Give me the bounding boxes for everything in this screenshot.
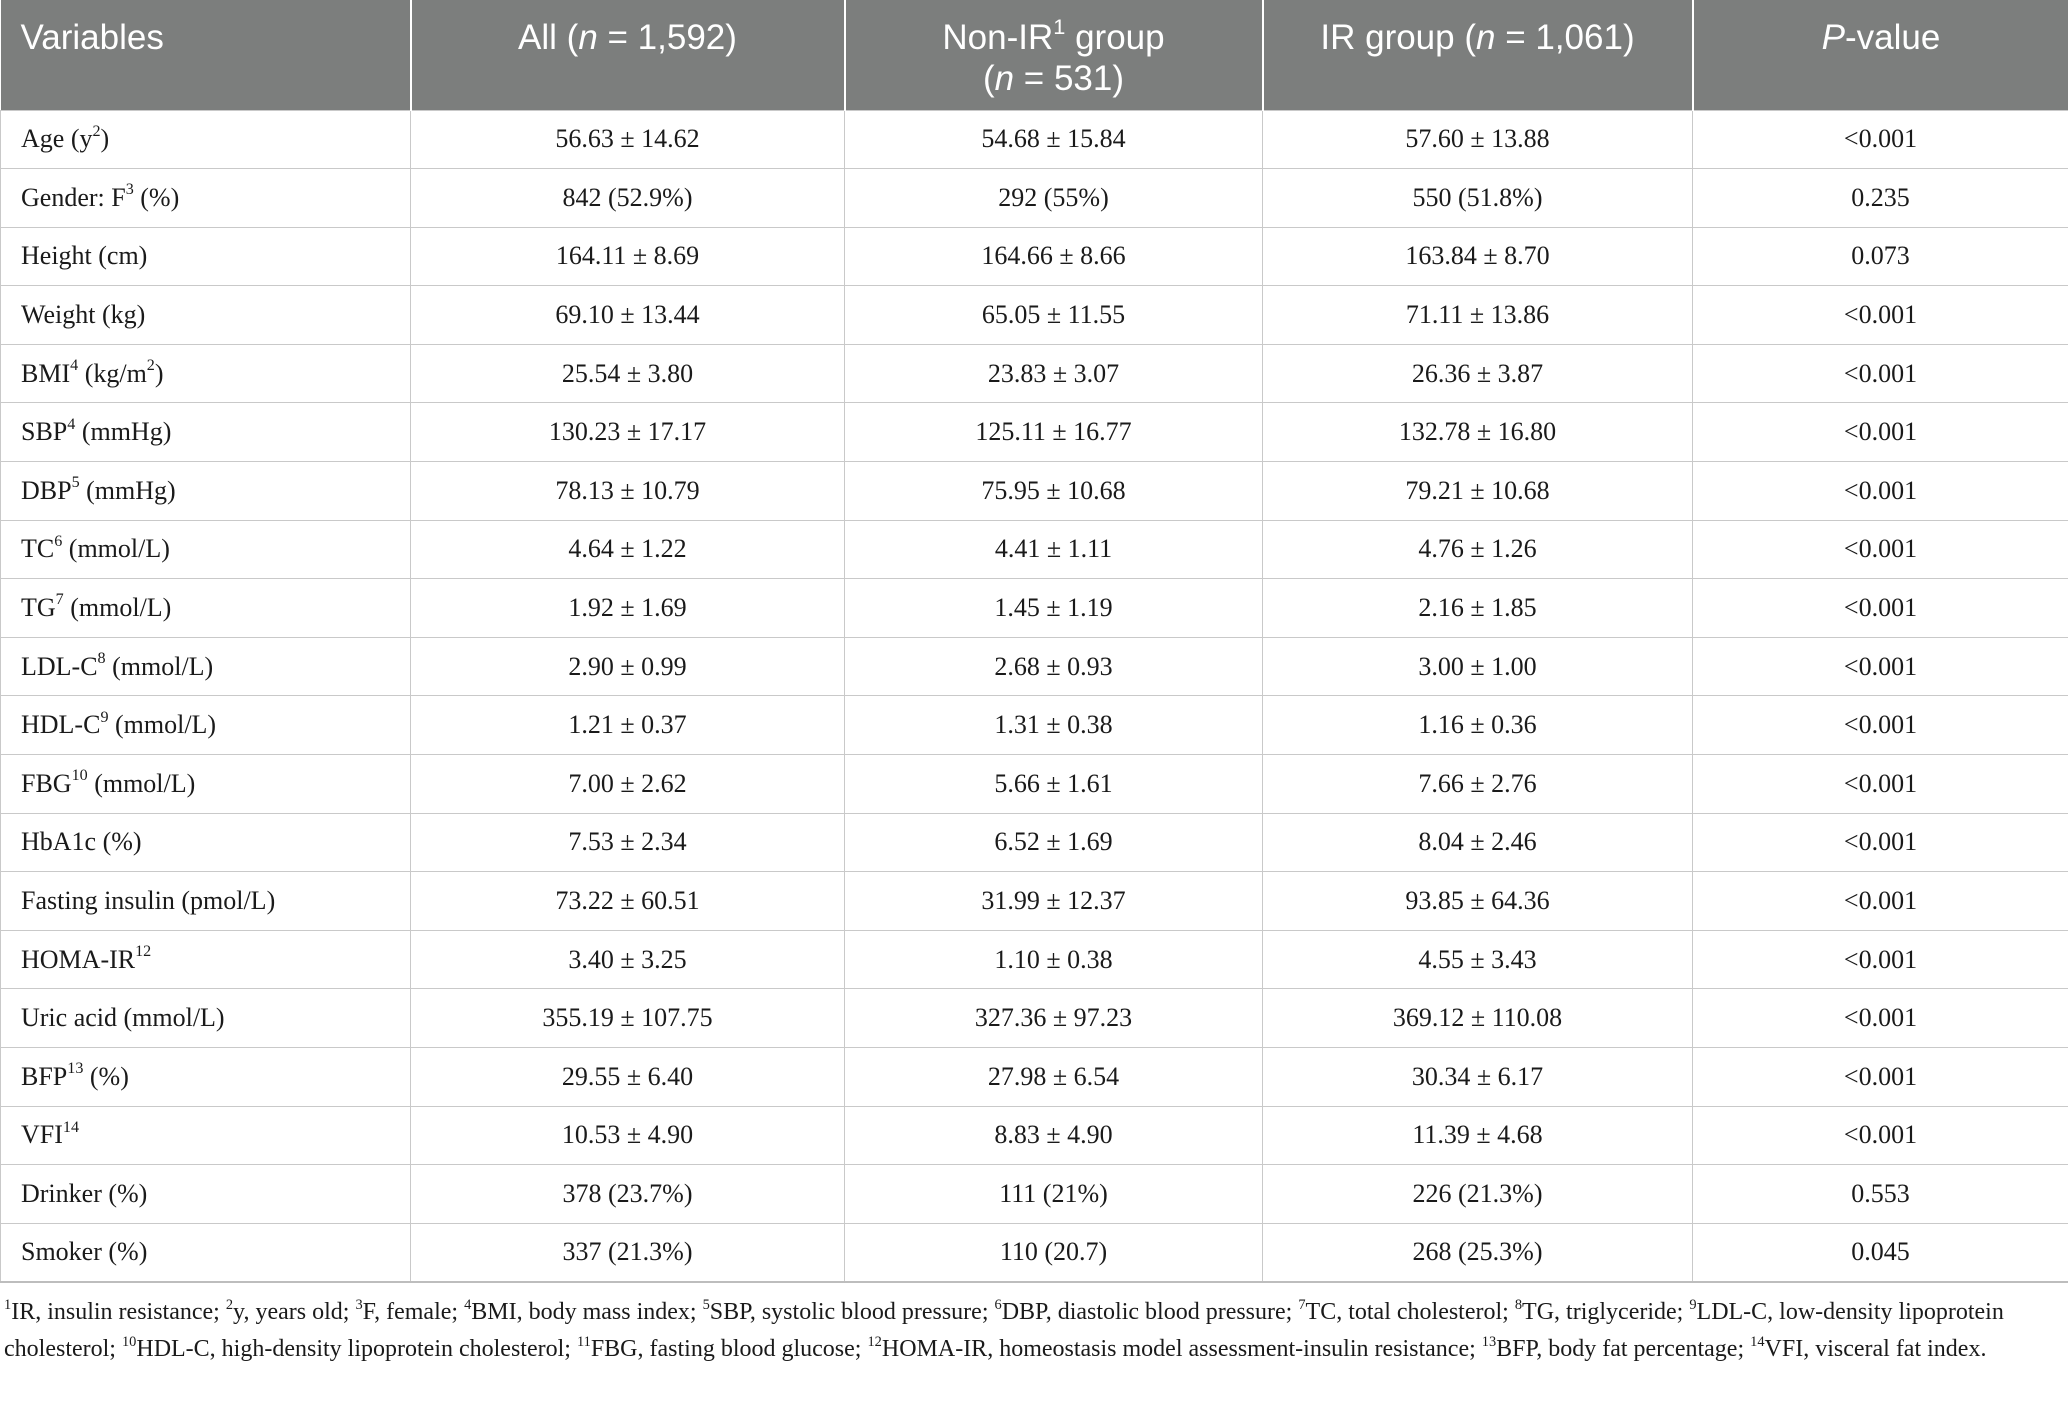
variable-footnote-ref: 2 bbox=[92, 122, 101, 140]
variable-unit: ) bbox=[100, 124, 110, 154]
variable-footnote-ref: 14 bbox=[62, 1118, 80, 1136]
variable-label: Age (y bbox=[21, 124, 93, 154]
variable-label: TG bbox=[21, 593, 56, 623]
variable-unit-exponent: 2 bbox=[146, 357, 155, 375]
variable-footnote-ref: 12 bbox=[135, 943, 152, 961]
header-non-ir-count: = 531) bbox=[1014, 59, 1125, 98]
cell-all: 29.55 ± 6.40 bbox=[411, 1048, 845, 1107]
variable-label: Uric acid (mmol/L) bbox=[21, 1003, 225, 1033]
cell-variable bbox=[1, 1048, 411, 1107]
cell-variable bbox=[1, 462, 411, 521]
cell-ir: 4.55 ± 3.43 bbox=[1263, 930, 1693, 989]
cell-ir: 8.04 ± 2.46 bbox=[1263, 813, 1693, 872]
header-row bbox=[1, 0, 2068, 110]
header-p-value bbox=[1693, 0, 2068, 110]
cell-all: 10.53 ± 4.90 bbox=[411, 1106, 845, 1165]
cell-variable bbox=[1, 1223, 411, 1282]
table-body bbox=[1, 110, 2068, 1282]
variable-label: SBP bbox=[21, 417, 68, 447]
header-non-ir-sup: 1 bbox=[1053, 13, 1066, 39]
footnote-text: HDL-C, high-density lipoprotein cholesterol; bbox=[136, 1336, 577, 1362]
cell-variable bbox=[1, 227, 411, 286]
table-row bbox=[1, 989, 2068, 1048]
variable-label: BFP bbox=[21, 1061, 68, 1091]
variable-unit: (mmol/L) bbox=[62, 534, 170, 564]
table-row bbox=[1, 403, 2068, 462]
footnote-text: VFI, visceral fat index. bbox=[1764, 1336, 1987, 1362]
cell-p-value: <0.001 bbox=[1693, 813, 2068, 872]
variable-unit: (mmol/L) bbox=[108, 710, 217, 740]
footnote-marker: 10 bbox=[121, 1333, 137, 1350]
footnote-marker: 9 bbox=[1689, 1296, 1697, 1313]
header-non-ir-paren: ( bbox=[982, 59, 995, 98]
footnote-marker: 13 bbox=[1481, 1333, 1497, 1350]
cell-p-value: <0.001 bbox=[1693, 637, 2068, 696]
footnote-text: TC, total cholesterol; bbox=[1305, 1299, 1515, 1325]
cell-variable bbox=[1, 110, 411, 169]
cell-all: 337 (21.3%) bbox=[411, 1223, 845, 1282]
cell-ir: 57.60 ± 13.88 bbox=[1263, 110, 1693, 169]
cell-non-ir: 23.83 ± 3.07 bbox=[845, 344, 1263, 403]
cell-non-ir: 8.83 ± 4.90 bbox=[845, 1106, 1263, 1165]
footnote-marker: 3 bbox=[355, 1296, 363, 1313]
cell-p-value: <0.001 bbox=[1693, 989, 2068, 1048]
cell-variable bbox=[1, 813, 411, 872]
variable-label: Drinker (%) bbox=[21, 1178, 148, 1208]
variable-label: HOMA-IR bbox=[21, 944, 136, 974]
variable-unit: (kg/m bbox=[78, 358, 147, 388]
variable-unit: (%) bbox=[83, 1061, 129, 1091]
cell-all: 378 (23.7%) bbox=[411, 1165, 845, 1224]
variable-footnote-ref: 5 bbox=[71, 474, 80, 492]
cell-variable bbox=[1, 579, 411, 638]
table-row bbox=[1, 1048, 2068, 1107]
cell-non-ir: 2.68 ± 0.93 bbox=[845, 637, 1263, 696]
table-row bbox=[1, 1165, 2068, 1224]
variable-label: Height (cm) bbox=[21, 241, 148, 271]
cell-ir: 93.85 ± 64.36 bbox=[1263, 872, 1693, 931]
cell-non-ir: 54.68 ± 15.84 bbox=[845, 110, 1263, 169]
cell-p-value: 0.553 bbox=[1693, 1165, 2068, 1224]
header-non-ir bbox=[845, 0, 1263, 110]
cell-p-value: 0.073 bbox=[1693, 227, 2068, 286]
cell-p-value: 0.235 bbox=[1693, 169, 2068, 228]
variable-label: FBG bbox=[21, 768, 72, 798]
cell-all: 164.11 ± 8.69 bbox=[411, 227, 845, 286]
cell-non-ir: 1.45 ± 1.19 bbox=[845, 579, 1263, 638]
cell-all: 3.40 ± 3.25 bbox=[411, 930, 845, 989]
table-row bbox=[1, 930, 2068, 989]
cell-all: 78.13 ± 10.79 bbox=[411, 462, 845, 521]
cell-p-value: 0.045 bbox=[1693, 1223, 2068, 1282]
cell-ir: 26.36 ± 3.87 bbox=[1263, 344, 1693, 403]
cell-variable bbox=[1, 696, 411, 755]
cell-ir: 30.34 ± 6.17 bbox=[1263, 1048, 1693, 1107]
table-row bbox=[1, 755, 2068, 814]
table-row bbox=[1, 110, 2068, 169]
variable-label: DBP bbox=[21, 475, 72, 505]
cell-variable bbox=[1, 169, 411, 228]
cell-non-ir: 5.66 ± 1.61 bbox=[845, 755, 1263, 814]
cell-variable bbox=[1, 1106, 411, 1165]
footnote-text: TG, triglyceride; bbox=[1522, 1299, 1690, 1325]
header-non-ir-n: n bbox=[994, 59, 1015, 98]
cell-non-ir: 110 (20.7) bbox=[845, 1223, 1263, 1282]
variable-label: HbA1c (%) bbox=[21, 827, 142, 857]
cell-ir: 268 (25.3%) bbox=[1263, 1223, 1693, 1282]
header-all-count: = 1,592) bbox=[597, 18, 737, 57]
footnote-text: SBP, systolic blood pressure; bbox=[709, 1299, 995, 1325]
cell-all: 4.64 ± 1.22 bbox=[411, 520, 845, 579]
variable-label: Gender: F bbox=[21, 182, 126, 212]
cell-p-value: <0.001 bbox=[1693, 930, 2068, 989]
cell-all: 7.00 ± 2.62 bbox=[411, 755, 845, 814]
cell-ir: 11.39 ± 4.68 bbox=[1263, 1106, 1693, 1165]
cell-ir: 550 (51.8%) bbox=[1263, 169, 1693, 228]
cell-ir: 369.12 ± 110.08 bbox=[1263, 989, 1693, 1048]
header-ir-count: = 1,061) bbox=[1495, 18, 1635, 57]
header-non-ir-label: Non-IR bbox=[942, 18, 1054, 57]
cell-non-ir: 125.11 ± 16.77 bbox=[845, 403, 1263, 462]
table-row bbox=[1, 462, 2068, 521]
variable-label: LDL-C bbox=[21, 651, 98, 681]
cell-variable bbox=[1, 637, 411, 696]
table-row bbox=[1, 520, 2068, 579]
cell-variable bbox=[1, 755, 411, 814]
variable-unit: (mmHg) bbox=[75, 417, 172, 447]
cell-p-value: <0.001 bbox=[1693, 462, 2068, 521]
footnote-marker: 5 bbox=[702, 1296, 710, 1313]
variable-label: HDL-C bbox=[21, 710, 101, 740]
table-row bbox=[1, 286, 2068, 345]
cell-all: 56.63 ± 14.62 bbox=[411, 110, 845, 169]
footnote-marker: 12 bbox=[867, 1333, 882, 1350]
cell-ir: 2.16 ± 1.85 bbox=[1263, 579, 1693, 638]
footnote-marker: 2 bbox=[225, 1296, 234, 1313]
variable-unit: (mmHg) bbox=[79, 475, 176, 505]
cell-non-ir: 292 (55%) bbox=[845, 169, 1263, 228]
footnote-marker: 14 bbox=[1750, 1333, 1765, 1350]
cell-ir: 7.66 ± 2.76 bbox=[1263, 755, 1693, 814]
table-row bbox=[1, 1106, 2068, 1165]
variable-unit: (%) bbox=[133, 182, 180, 212]
header-p-letter: P bbox=[1821, 18, 1846, 57]
cell-p-value: <0.001 bbox=[1693, 344, 2068, 403]
cell-p-value: <0.001 bbox=[1693, 110, 2068, 169]
footnote-text: BFP, body fat percentage; bbox=[1496, 1336, 1751, 1362]
cell-p-value: <0.001 bbox=[1693, 755, 2068, 814]
variable-footnote-ref: 13 bbox=[67, 1060, 84, 1078]
cell-variable bbox=[1, 403, 411, 462]
variable-footnote-ref: 4 bbox=[67, 415, 76, 433]
cell-all: 130.23 ± 17.17 bbox=[411, 403, 845, 462]
variable-label: BMI bbox=[21, 358, 71, 388]
cell-non-ir: 111 (21%) bbox=[845, 1165, 1263, 1224]
cell-non-ir: 4.41 ± 1.11 bbox=[845, 520, 1263, 579]
variable-label: Smoker (%) bbox=[21, 1237, 148, 1267]
variable-unit: (mmol/L) bbox=[87, 768, 196, 798]
table-row bbox=[1, 579, 2068, 638]
cell-p-value: <0.001 bbox=[1693, 403, 2068, 462]
table-row bbox=[1, 344, 2068, 403]
cell-all: 1.21 ± 0.37 bbox=[411, 696, 845, 755]
cell-ir: 1.16 ± 0.36 bbox=[1263, 696, 1693, 755]
footnote-text: IR, insulin resistance; bbox=[11, 1299, 226, 1325]
header-variables-label: Variables bbox=[20, 18, 164, 57]
footnote-text: FBG, fasting blood glucose; bbox=[590, 1336, 868, 1362]
cell-variable bbox=[1, 1165, 411, 1224]
header-all-label: All ( bbox=[518, 18, 579, 57]
variable-label: VFI bbox=[21, 1120, 63, 1150]
table-header bbox=[1, 0, 2068, 110]
cell-p-value: <0.001 bbox=[1693, 872, 2068, 931]
variable-label: Weight (kg) bbox=[21, 300, 146, 330]
variable-footnote-ref: 4 bbox=[70, 357, 79, 375]
cell-ir: 163.84 ± 8.70 bbox=[1263, 227, 1693, 286]
table-row bbox=[1, 637, 2068, 696]
variable-label: TC bbox=[21, 534, 55, 564]
footnote-text: LDL-C, low-density lipoprotein cholesterol; bbox=[4, 1299, 2004, 1362]
table-row bbox=[1, 169, 2068, 228]
cell-non-ir: 327.36 ± 97.23 bbox=[845, 989, 1263, 1048]
cell-variable bbox=[1, 520, 411, 579]
cell-p-value: <0.001 bbox=[1693, 696, 2068, 755]
table-row bbox=[1, 872, 2068, 931]
cell-ir: 3.00 ± 1.00 bbox=[1263, 637, 1693, 696]
variable-footnote-ref: 6 bbox=[54, 532, 63, 550]
table-row bbox=[1, 227, 2068, 286]
cell-all: 1.92 ± 1.69 bbox=[411, 579, 845, 638]
cell-non-ir: 31.99 ± 12.37 bbox=[845, 872, 1263, 931]
variable-footnote-ref: 10 bbox=[71, 767, 88, 785]
cell-variable bbox=[1, 344, 411, 403]
cell-variable bbox=[1, 286, 411, 345]
footnote-marker: 8 bbox=[1514, 1296, 1523, 1313]
variable-footnote-ref: 8 bbox=[97, 650, 106, 668]
cell-variable bbox=[1, 872, 411, 931]
variable-unit: (mmol/L) bbox=[105, 651, 214, 681]
cell-non-ir: 75.95 ± 10.68 bbox=[845, 462, 1263, 521]
cell-all: 355.19 ± 107.75 bbox=[411, 989, 845, 1048]
footnote-text: y, years old; bbox=[233, 1299, 356, 1325]
cell-variable bbox=[1, 930, 411, 989]
footnote-marker: 6 bbox=[994, 1296, 1002, 1313]
header-variables bbox=[1, 0, 411, 110]
cell-p-value: <0.001 bbox=[1693, 1048, 2068, 1107]
footnote-text: DBP, diastolic blood pressure; bbox=[1001, 1299, 1299, 1325]
variable-footnote-ref: 3 bbox=[125, 181, 134, 199]
footnote-marker: 1 bbox=[4, 1296, 12, 1313]
cell-non-ir: 65.05 ± 11.55 bbox=[845, 286, 1263, 345]
cell-variable bbox=[1, 989, 411, 1048]
footnote-marker: 4 bbox=[464, 1296, 472, 1313]
footnote-marker: 7 bbox=[1298, 1296, 1306, 1313]
cell-ir: 4.76 ± 1.26 bbox=[1263, 520, 1693, 579]
table-row bbox=[1, 1223, 2068, 1282]
table-row bbox=[1, 813, 2068, 872]
cell-p-value: <0.001 bbox=[1693, 520, 2068, 579]
cell-p-value: <0.001 bbox=[1693, 579, 2068, 638]
cell-non-ir: 1.10 ± 0.38 bbox=[845, 930, 1263, 989]
cell-all: 7.53 ± 2.34 bbox=[411, 813, 845, 872]
footnote-marker: 11 bbox=[576, 1333, 591, 1350]
header-all bbox=[411, 0, 845, 110]
footnote-text: HOMA-IR, homeostasis model assessment-insulin resistance; bbox=[881, 1336, 1482, 1362]
cell-all: 69.10 ± 13.44 bbox=[411, 286, 845, 345]
header-p-rest: -value bbox=[1845, 18, 1941, 57]
cell-non-ir: 6.52 ± 1.69 bbox=[845, 813, 1263, 872]
table-row bbox=[1, 696, 2068, 755]
variable-footnote-ref: 9 bbox=[100, 708, 109, 726]
cell-ir: 79.21 ± 10.68 bbox=[1263, 462, 1693, 521]
cell-all: 25.54 ± 3.80 bbox=[411, 344, 845, 403]
cell-all: 2.90 ± 0.99 bbox=[411, 637, 845, 696]
cell-non-ir: 27.98 ± 6.54 bbox=[845, 1048, 1263, 1107]
table-footnotes bbox=[0, 1294, 2052, 1368]
cell-ir: 71.11 ± 13.86 bbox=[1263, 286, 1693, 345]
header-ir-n: n bbox=[1476, 18, 1496, 57]
cell-all: 73.22 ± 60.51 bbox=[411, 872, 845, 931]
header-ir bbox=[1263, 0, 1693, 110]
variable-footnote-ref: 7 bbox=[55, 591, 64, 609]
variable-label: Fasting insulin (pmol/L) bbox=[21, 886, 276, 916]
header-all-n: n bbox=[578, 18, 598, 57]
cell-non-ir: 1.31 ± 0.38 bbox=[845, 696, 1263, 755]
header-ir-label: IR group ( bbox=[1320, 18, 1476, 57]
cell-ir: 132.78 ± 16.80 bbox=[1263, 403, 1693, 462]
cell-non-ir: 164.66 ± 8.66 bbox=[845, 227, 1263, 286]
cell-all: 842 (52.9%) bbox=[411, 169, 845, 228]
variable-unit: (mmol/L) bbox=[63, 593, 172, 623]
variable-unit-close: ) bbox=[154, 358, 164, 388]
cell-p-value: <0.001 bbox=[1693, 286, 2068, 345]
header-non-ir-group: group bbox=[1065, 18, 1165, 57]
footnote-text: BMI, body mass index; bbox=[471, 1299, 703, 1325]
cell-ir: 226 (21.3%) bbox=[1263, 1165, 1693, 1224]
cell-p-value: <0.001 bbox=[1693, 1106, 2068, 1165]
footnote-text: F, female; bbox=[362, 1299, 465, 1325]
